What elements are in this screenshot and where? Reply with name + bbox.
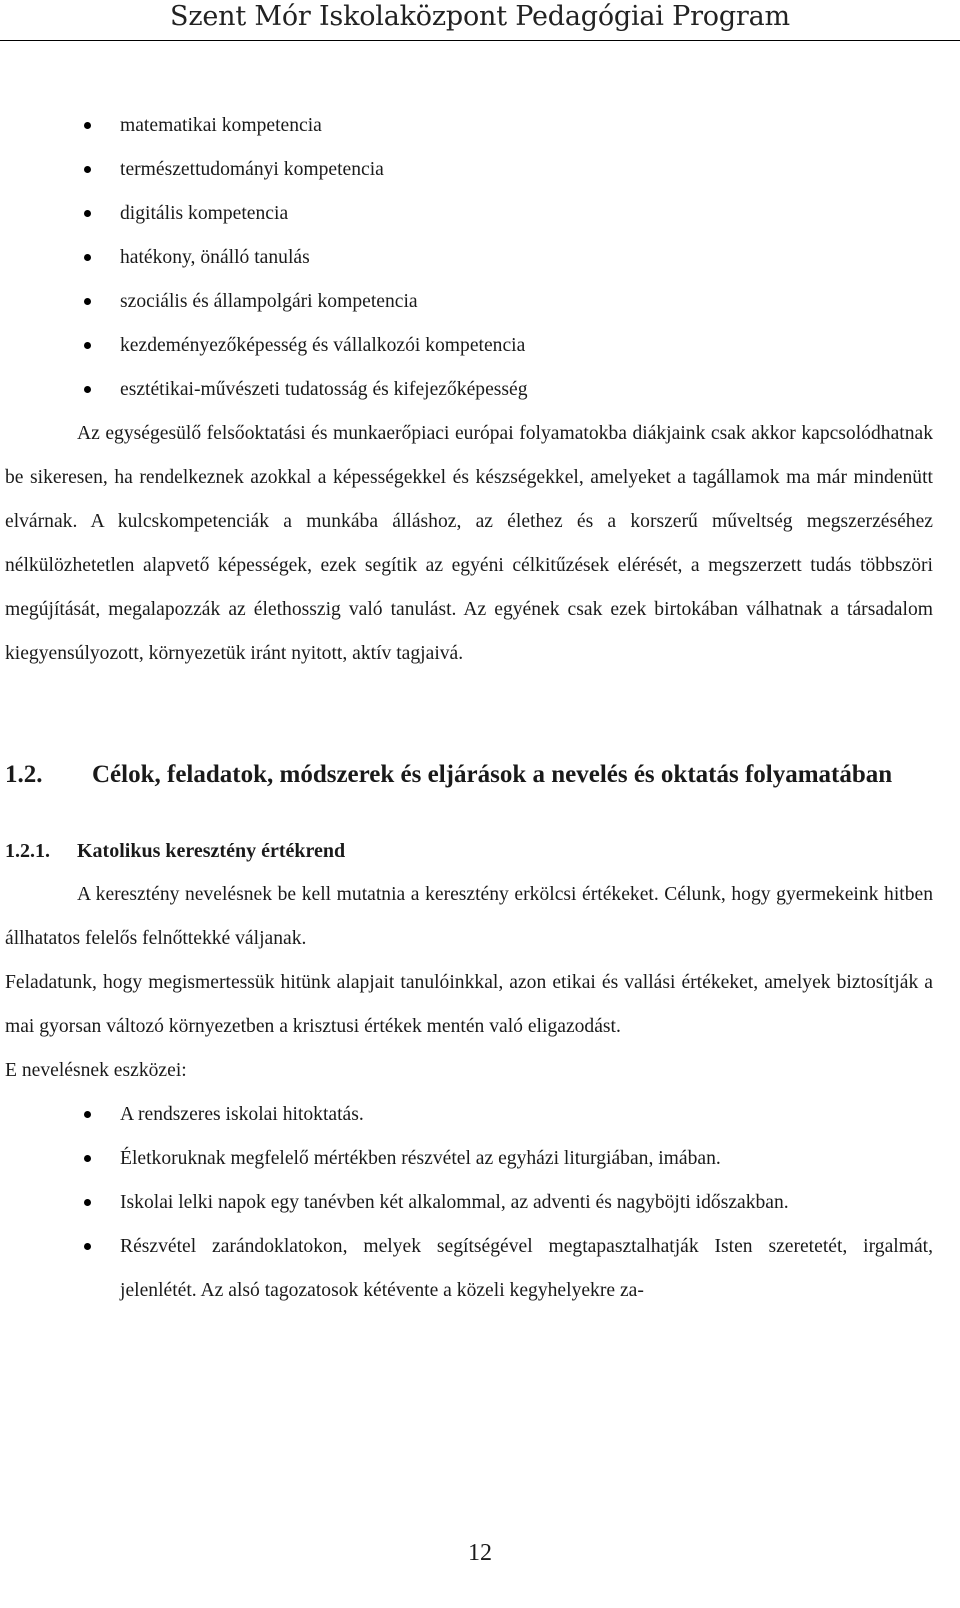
- list-item: esztétikai-művészeti tudatosság és kifejezőképesség: [5, 368, 933, 412]
- bullet-icon: [84, 122, 91, 129]
- list-item: szociális és állampolgári kompetencia: [5, 280, 933, 324]
- list-item: Részvétel zarándoklatokon, melyek segítségével megtapasztalhatják Isten szeretetét, irgalmát, jelenlétét. Az alsó tagozatosok kétévente a közeli kegyhelyekre za-: [5, 1225, 933, 1313]
- list-item: hatékony, önálló tanulás: [5, 236, 933, 280]
- list-item: természettudományi kompetencia: [5, 148, 933, 192]
- bullet-icon: [84, 386, 91, 393]
- subsection-number: 1.2.1.: [5, 840, 50, 862]
- bullet-icon: [84, 1199, 91, 1206]
- subsection-heading: [5, 829, 933, 873]
- bullet-icon: [84, 166, 91, 173]
- bullet-icon: [84, 298, 91, 305]
- list-item: A rendszeres iskolai hitoktatás.: [5, 1093, 933, 1137]
- list-item: Életkoruknak megfelelő mértékben részvétel az egyházi liturgiában, imában.: [5, 1137, 933, 1181]
- bullet-icon: [84, 1243, 91, 1250]
- list-item: matematikai kompetencia: [5, 104, 933, 148]
- bullet-icon: [84, 254, 91, 261]
- list-item: digitális kompetencia: [5, 192, 933, 236]
- section-number: 1.2.: [5, 761, 43, 788]
- values-paragraph: A keresztény nevelésnek be kell mutatnia a keresztény erkölcsi értékeket. Célunk, hogy gyermekeink hitben állhatatos felelős felnőttekké váljanak.: [5, 884, 933, 949]
- competency-list: [5, 104, 933, 412]
- bullet-icon: [84, 342, 91, 349]
- task-paragraph: Feladatunk, hogy megismertessük hitünk alapjait tanulóinkkal, azon etikai és vallási értékeket, amelyek biztosítják a mai gyorsan változó környezetben a krisztusi értékek mentén való eligazodást.: [5, 972, 933, 1037]
- page-header: [0, 0, 960, 38]
- page-number: 12: [468, 1540, 492, 1566]
- list-item: kezdeményezőképesség és vállalkozói kompetencia: [5, 324, 933, 368]
- intro-paragraph: Az egységesülő felsőoktatási és munkaerőpiaci európai folyamatokba diákjaink csak akkor kapcsolódhatnak be sikeresen, ha rendelkeznek azokkal a képességekkel és készségekkel, amelyeket a tagállamok ma már mindenütt elvárnak. A kulcskompetenciák a munkába álláshoz, az élethez és a korszerű műveltség megszerzéséhez nélkülözhetetlen alapvető képességek, ezek segítik az egyéni célkitűzések elérését, a megszerzett tudás többszöri megújítását, megalapozzák az élethosszig való tanulást. Az egyének csak ezek birtokában válhatnak a társadalom kiegyensúlyozott, környezetük iránt nyitott, aktív tagjaivá.: [5, 423, 933, 664]
- list-item: Iskolai lelki napok egy tanévben két alkalommal, az adventi és nagyböjti időszakban.: [5, 1181, 933, 1225]
- bullet-icon: [84, 1111, 91, 1118]
- bullet-icon: [84, 1155, 91, 1162]
- header-divider: [0, 40, 960, 41]
- subsection-title: Katolikus keresztény értékrend: [77, 840, 346, 862]
- page-content: [5, 104, 933, 1313]
- bullet-icon: [84, 210, 91, 217]
- tools-list: [5, 1093, 933, 1313]
- section-title: Célok, feladatok, módszerek és eljárások a nevelés és oktatás folyamatában: [92, 761, 893, 788]
- tools-label: E nevelésnek eszközei:: [5, 1060, 187, 1081]
- header-title: Szent Mór Iskolaközpont Pedagógiai Program: [170, 1, 790, 32]
- section-heading: [5, 751, 933, 799]
